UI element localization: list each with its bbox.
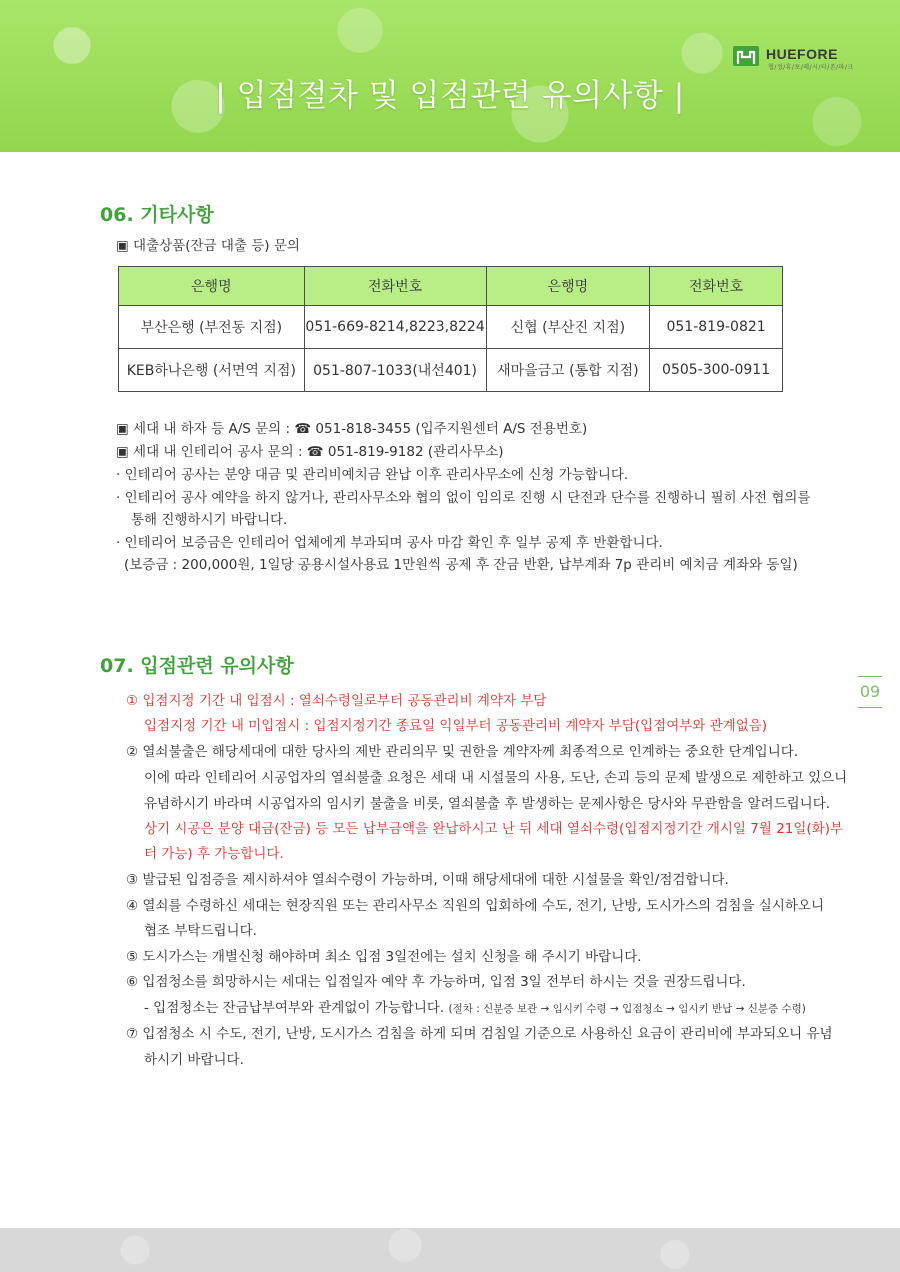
logo-subtext: 협/성/휴/포/레/시/티/존/파/크	[768, 64, 854, 71]
table-cell: 0505-300-0911	[650, 349, 783, 392]
page-number-rule-bottom	[858, 707, 882, 708]
table-header-cell: 전화번호	[650, 267, 783, 306]
header-banner	[0, 0, 900, 152]
item-1-line-b: 입점지정 기간 내 미입점시 : 입점지정기간 종료일 익일부터 공동관리비 계약자 부담(입점여부와 관계없음)	[144, 718, 768, 734]
loan-inquiry-heading: ▣ 대출상품(잔금 대출 등) 문의	[116, 238, 300, 254]
item-2-line-b: 이에 따라 인테리어 시공업자의 열쇠불출 요청은 세대 내 시설물의 사용, 도난, 손괴 등의 문제 발생으로 제한하고 있으니	[144, 770, 848, 786]
table-cell: 051-807-1033(내선401)	[304, 349, 486, 392]
interior-note-3: · 인테리어 보증금은 인테리어 업체에게 부과되며 공사 마감 확인 후 일부 공제 후 반환합니다.	[116, 535, 663, 551]
logo-mark-icon	[732, 44, 762, 70]
section-07-title: 07. 입점관련 유의사항	[100, 655, 294, 677]
item-2-line-d: 상기 시공은 분양 대금(잔금) 등 모든 납부금액을 완납하시고 난 뒤 세대 열쇠수령(입점지정기간 개시일 7월 21일(화)부	[144, 821, 844, 837]
page-title: | 입점절차 및 입점관련 유의사항 |	[215, 78, 685, 114]
section-06-title: 06. 기타사항	[100, 204, 214, 226]
table-header-cell: 은행명	[119, 267, 305, 306]
table-row	[119, 349, 783, 392]
table-header-row	[119, 267, 783, 306]
item-3: ③ 발급된 입점증을 제시하셔야 열쇠수령이 가능하며, 이때 해당세대에 대한 시설물을 확인/점검합니다.	[126, 872, 729, 888]
deposit-note: (보증금 : 200,000원, 1일당 공용시설사용료 1만원씩 공제 후 잔금 반환, 납부계좌 7p 관리비 예치금 계좌와 동일)	[124, 557, 798, 573]
table-row	[119, 306, 783, 349]
item-2-line-a: ② 열쇠불출은 해당세대에 대한 당사의 제반 관리의무 및 권한을 계약자께 최종적으로 인계하는 중요한 단계입니다.	[126, 744, 799, 760]
item-4-line-b: 협조 부탁드립니다.	[144, 923, 257, 939]
table-cell: 부산은행 (부전동 지점)	[119, 306, 305, 349]
item-2-line-c: 유념하시기 바라며 시공업자의 임시키 불출을 비롯, 열쇠불출 후 발생하는 문제사항은 당사와 무관함을 알려드립니다.	[144, 796, 831, 812]
table-cell: 051-819-0821	[650, 306, 783, 349]
table-cell: 신협 (부산진 지점)	[486, 306, 650, 349]
item-6-line-b	[144, 996, 806, 1016]
table-header-cell: 은행명	[486, 267, 650, 306]
page-number-rule-top	[858, 676, 882, 677]
table-cell: 051-669-8214,8223,8224	[304, 306, 486, 349]
item-2-line-e: 터 가능) 후 가능합니다.	[144, 846, 284, 862]
footer-band	[0, 1228, 900, 1272]
interior-note-2-cont: 통해 진행하시기 바랍니다.	[131, 512, 288, 528]
cleaning-procedure: (절차 : 신분증 보관 → 임시키 수령 → 입점청소 → 임시키 반납 → 신분증 수령)	[448, 1003, 806, 1015]
as-inquiry-note: ▣ 세대 내 하자 등 A/S 문의 : ☎ 051-818-3455 (입주지원센터 A/S 전용번호)	[116, 421, 588, 437]
table-cell: KEB하나은행 (서면역 지점)	[119, 349, 305, 392]
logo-text: HUEFORE	[766, 46, 838, 62]
cleaning-note: - 입점청소는 잔금납부여부와 관계없이 가능합니다.	[144, 1000, 445, 1016]
item-5: ⑤ 도시가스는 개별신청 해야하며 최소 입점 3일전에는 설치 신청을 해 주시기 바랍니다.	[126, 949, 642, 965]
interior-note-2: · 인테리어 공사 예약을 하지 않거나, 관리사무소와 협의 없이 임의로 진행 시 단전과 단수를 진행하니 필히 사전 협의를	[116, 490, 811, 506]
item-4-line-a: ④ 열쇠를 수령하신 세대는 현장직원 또는 관리사무소 직원의 입회하에 수도, 전기, 난방, 도시가스의 검침을 실시하오니	[126, 898, 824, 914]
table-header-cell: 전화번호	[304, 267, 486, 306]
table-cell: 새마을금고 (통합 지점)	[486, 349, 650, 392]
page-number	[858, 672, 882, 712]
item-7-line-a: ⑦ 입점청소 시 수도, 전기, 난방, 도시가스 검침을 하게 되며 검침일 기준으로 사용하신 요금이 관리비에 부과되오니 유념	[126, 1026, 833, 1042]
item-7-line-b: 하시기 바랍니다.	[144, 1052, 244, 1068]
bank-contact-table	[118, 266, 783, 392]
item-1-line-a: ① 입점지정 기간 내 입점시 : 열쇠수령일로부터 공동관리비 계약자 부담	[126, 693, 547, 709]
interior-inquiry-note: ▣ 세대 내 인테리어 공사 문의 : ☎ 051-819-9182 (관리사무소)	[116, 444, 504, 460]
interior-note-1: · 인테리어 공사는 분양 대금 및 관리비예치금 완납 이후 관리사무소에 신청 가능합니다.	[116, 467, 629, 483]
item-6-line-a: ⑥ 입점청소를 희망하시는 세대는 입점일자 예약 후 가능하며, 입점 3일 전부터 하시는 것을 권장드립니다.	[126, 974, 746, 990]
page-number-text: 09	[859, 682, 881, 701]
